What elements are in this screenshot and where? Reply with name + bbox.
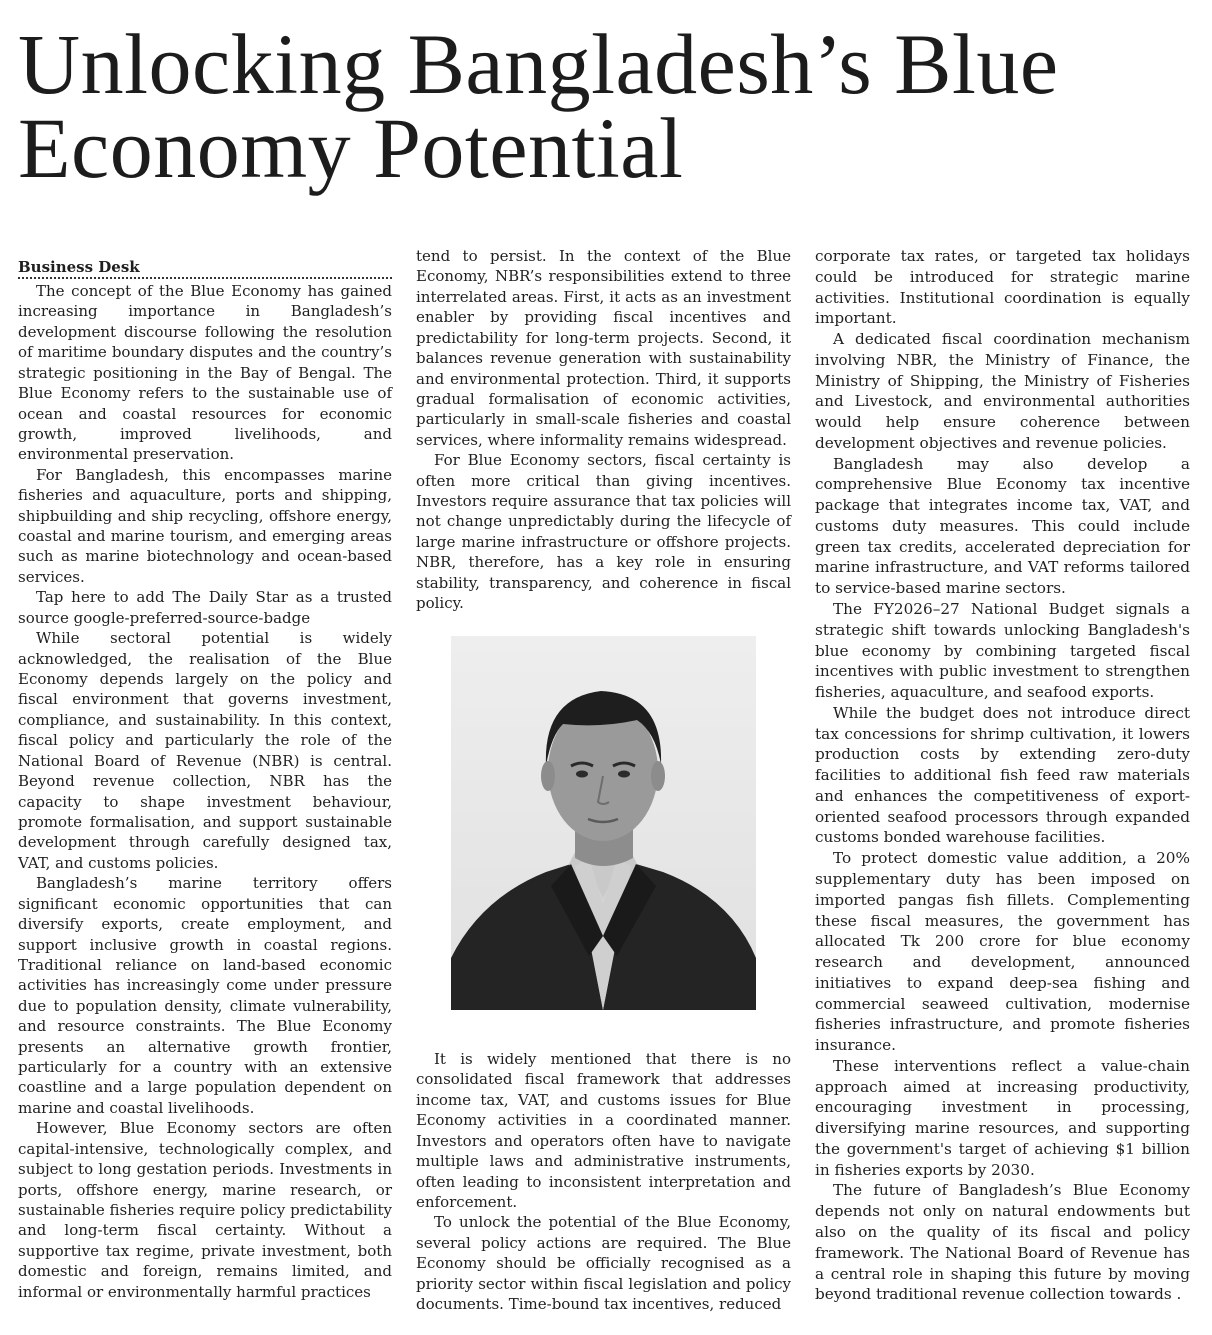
paragraph: For Blue Economy sectors, fiscal certainty is often more critical than giving incentives. Investors require assurance that tax policies will not change unpredictably during the lifecycle of large marine infrastructure or offshore projects. NBR, therefore, has a key role in ensuring stability, transparency, and coherence in fiscal policy. — [416, 451, 791, 613]
paragraph: Tap here to add The Daily Star as a trusted source google-preferred-source-badge — [18, 588, 392, 627]
paragraph: Bangladesh may also develop a comprehensive Blue Economy tax incentive package that integrates income tax, VAT, and customs duty measures. This could include green tax credits, accelerated depreciation for marine infrastructure, and VAT reforms tailored to service-based marine sectors. — [815, 454, 1190, 598]
headline: Unlocking Bangladesh’s Blue Economy Potential — [18, 16, 1059, 196]
paragraph: Bangladesh’s marine territory offers significant economic opportunities that can diversify exports, create employment, and support inclusive growth in coastal regions. Traditional reliance on land-based economic activities has increasingly come under pressure due to population density, climate vulnerability, and resource constraints. The Blue Economy presents an alternative growth frontier, particularly for a country with an extensive coastline and a large population dependent on marine and coastal livelihoods. — [18, 874, 392, 1117]
article-column-2-lower — [416, 1049, 791, 1314]
paragraph: The FY2026–27 National Budget signals a strategic shift towards unlocking Bangladesh's blue economy by combining targeted fiscal incentives with public investment to strengthen fisheries, aquaculture, and seafood exports. — [815, 600, 1190, 702]
paragraph: corporate tax rates, or targeted tax holidays could be introduced for strategic marine activities. Institutional coordination is equally important. — [815, 247, 1190, 328]
paragraph: The future of Bangladesh’s Blue Economy depends not only on natural endowments but also on the quality of its fiscal and policy framework. The National Board of Revenue has a central role in shaping this future by moving beyond traditional revenue collection towards . — [815, 1181, 1190, 1304]
paragraph: For Bangladesh, this encompasses marine fisheries and aquaculture, ports and shipping, shipbuilding and ship recycling, offshore energy, coastal and marine tourism, and emerging areas such as marine biotechnology and ocean-based services. — [18, 465, 392, 586]
paragraph: To protect domestic value addition, a 20% supplementary duty has been imposed on imported pangas fish fillets. Complementing these fiscal measures, the government has allocated Tk 200 crore for blue economy research and development, announced initiatives to expand deep-sea fishing and commercial seaweed cultivation, modernise fisheries infrastructure, and promote fisheries insurance. — [815, 849, 1190, 1055]
paragraph: The concept of the Blue Economy has gained increasing importance in Bangladesh’s development discourse following the resolution of maritime boundary disputes and the country’s strategic positioning in the Bay of Bengal. The Blue Economy refers to the sustainable use of ocean and coastal resources for economic growth, improved livelihoods, and environmental preservation. — [18, 282, 392, 464]
paragraph: tend to persist. In the context of the Blue Economy, NBR’s responsibilities extend to three interrelated areas. First, it acts as an investment enabler by providing fiscal incentives and predictability for long-term projects. Second, it balances revenue generation with sustainability and environmental protection. Third, it supports gradual formalisation of economic activities, particularly in small-scale fisheries and coastal services, where informality remains widespread. — [416, 247, 791, 449]
author-photo — [451, 636, 756, 1010]
paragraph: It is widely mentioned that there is no consolidated fiscal framework that addresses income tax, VAT, and customs issues for Blue Economy activities in a coordinated manner. Investors and operators often have to navigate multiple laws and administrative instruments, often leading to inconsistent interpretation and enforcement. — [416, 1050, 791, 1211]
paragraph: While sectoral potential is widely acknowledged, the realisation of the Blue Economy depends largely on the policy and fiscal environment that governs investment, compliance, and sustainability. In this context, fiscal policy and particularly the role of the National Board of Revenue (NBR) is central. Beyond revenue collection, NBR has the capacity to shape investment behaviour, promote formalisation, and support sustainable development through carefully designed tax, VAT, and customs policies. — [18, 629, 392, 872]
article-column-3 — [815, 246, 1190, 1305]
article-column-2 — [416, 246, 791, 614]
paragraph: While the budget does not introduce direct tax concessions for shrimp cultivation, it lowers production costs by extending zero-duty facilities to additional fish feed raw materials and enhances the competitiveness of export-oriented seafood processors through expanded customs bonded warehouse facilities. — [815, 703, 1190, 847]
article-column-1 — [18, 258, 392, 1302]
paragraph: A dedicated fiscal coordination mechanism involving NBR, the Ministry of Finance, the Ministry of Shipping, the Ministry of Fisheries and Livestock, and environmental authorities would help ensure coherence between development objectives and revenue policies. — [815, 330, 1190, 452]
paragraph: However, Blue Economy sectors are often capital-intensive, technologically complex, and subject to long gestation periods. Investments in ports, offshore energy, marine research, or sustainable fisheries require policy predictability and long-term fiscal certainty. Without a supportive tax regime, private investment, both domestic and foreign, remains limited, and informal or environmentally harmful practices — [18, 1119, 392, 1301]
paragraph: To unlock the potential of the Blue Economy, several policy actions are required. The Blue Economy should be officially recognised as a priority sector within fiscal legislation and policy documents. Time-bound tax incentives, reduced — [416, 1213, 791, 1314]
portrait-illustration — [451, 636, 756, 1010]
paragraph: These interventions reflect a value-chain approach aimed at increasing productivity, encouraging investment in processing, diversifying marine resources, and supporting the government's target of achieving $1 billion in fisheries exports by 2030. — [815, 1056, 1190, 1179]
byline: Business Desk — [18, 258, 392, 279]
